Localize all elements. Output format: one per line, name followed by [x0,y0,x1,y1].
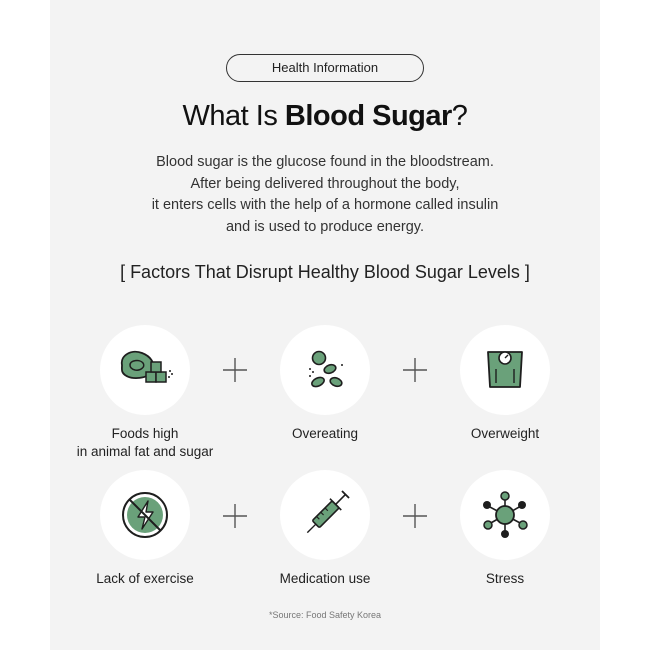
factor-label-exercise: Lack of exercise [96,571,194,586]
title-suffix: ? [451,100,468,132]
factor-label-food: Foods high in animal fat and sugar [76,426,214,459]
scale-icon [460,325,550,415]
plus-icon [401,356,429,384]
factor-circle-stress [460,470,550,560]
factor-circle-overeating [280,325,370,415]
factor-circle-overweight [460,325,550,415]
plus-icon [221,356,249,384]
meat-and-sugar-icon [100,325,190,415]
description-line: After being delivered throughout the body, [190,175,460,192]
plus-icon [221,502,249,530]
section-heading: [ Factors That Disrupt Healthy Blood Sugar Levels ] [120,262,530,282]
description-line: Blood sugar is the glucose found in the bloodstream. [156,154,494,170]
factor-label-stress: Stress [485,571,525,586]
virus-icon [460,470,550,560]
beans-icon [280,325,370,415]
title-prefix: What Is [182,100,285,132]
factor-circle-medication [280,470,370,560]
factor-label-overeating: Overeating [291,426,359,441]
page-title [0,100,650,133]
factor-circle-food [100,325,190,415]
description-line: and is used to produce energy. [225,218,425,235]
syringe-icon [280,470,370,560]
source-note: *Source: Food Safety Korea [268,610,382,620]
plus-icon [401,502,429,530]
description [0,152,650,238]
description-line: it enters cells with the help of a hormone called insulin [151,197,499,213]
no-energy-icon [100,470,190,560]
health-information-badge: Health Information [226,54,424,82]
factor-circle-exercise [100,470,190,560]
title-bold: Blood Sugar [284,100,452,132]
factor-label-medication: Medication use [279,571,371,586]
factor-label-overweight: Overweight [470,426,540,441]
